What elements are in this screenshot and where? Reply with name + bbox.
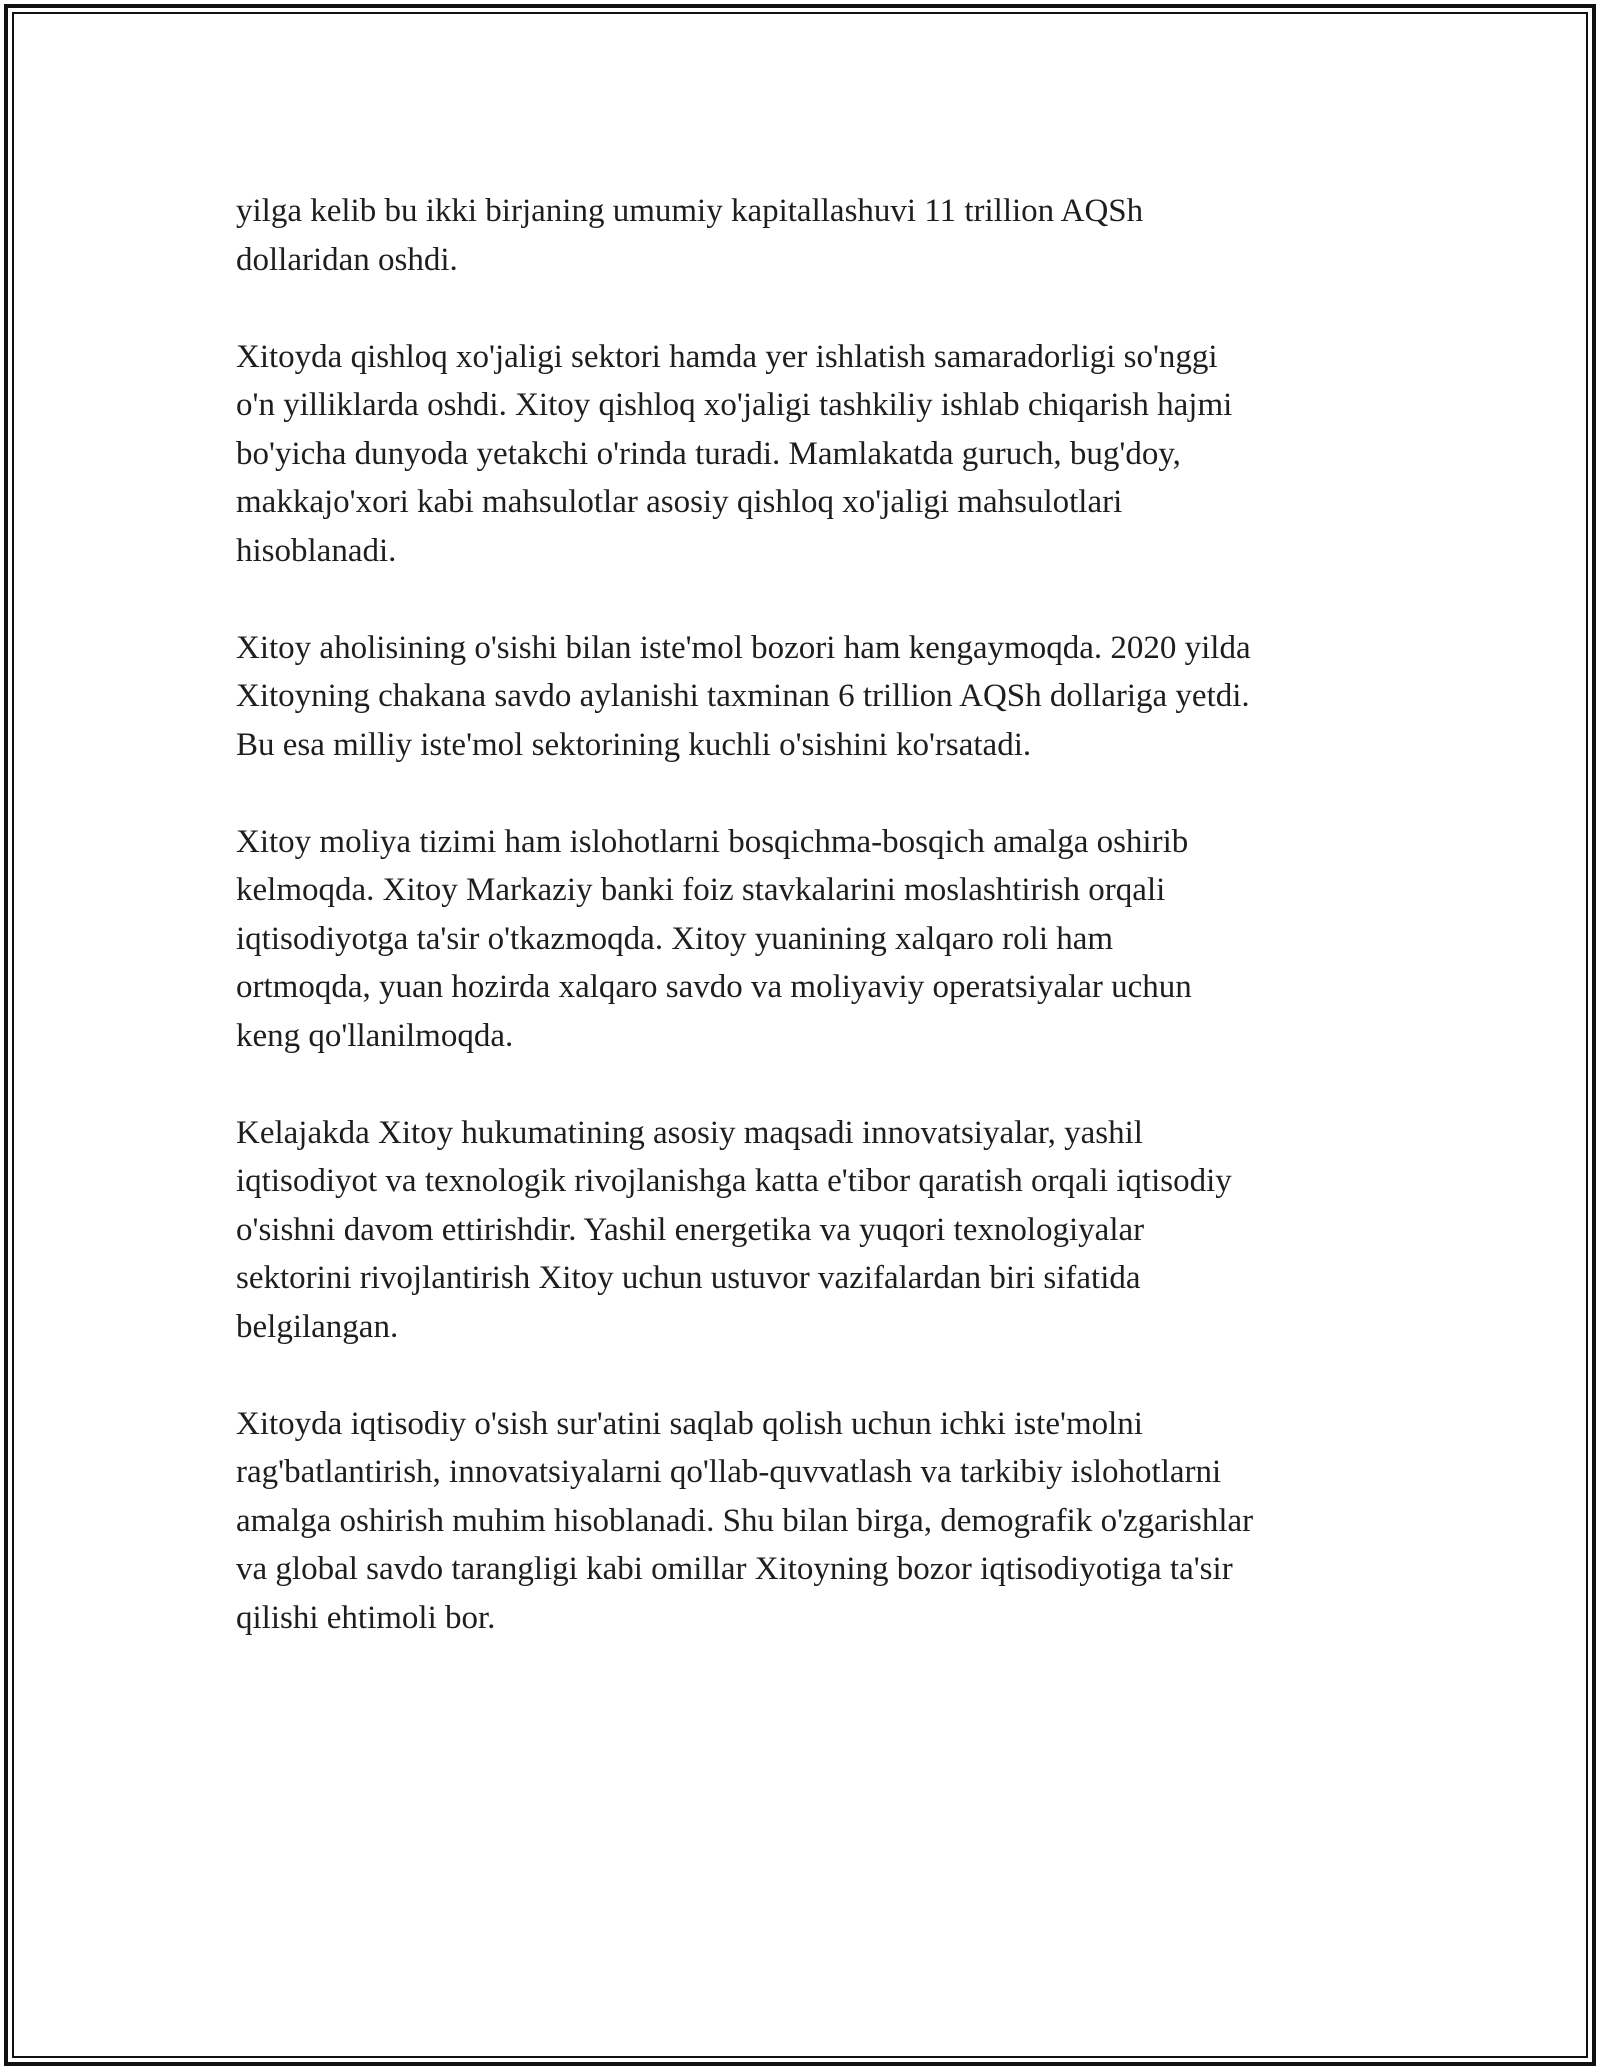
paragraph-3: Xitoy aholisining o'sishi bilan iste'mol bozori ham kengaymoqda. 2020 yilda Xitoyning chakana savdo aylanishi taxminan 6 trillion AQSh dollariga yetdi. Bu esa milliy iste'mol sektorining kuchli o'sishini ko'rsatadi. [236,629,1251,763]
paragraph-5: Kelajakda Xitoy hukumatining asosiy maqsadi innovatsiyalar, yashil iqtisodiyot va texnologik rivojlanishga katta e'tibor qaratish orqali iqtisodiy o'sishni davom ettirishdir. Yashil energetika va yuqori texnologiyalar sektorini rivojlantirish Xitoy uchun ustuvor vazifalardan biri sifatida belgilangan. [236,1114,1232,1345]
paragraph-1: yilga kelib bu ikki birjaning umumiy kapitallashuvi 11 trillion AQSh dollaridan oshdi. [236,193,1144,278]
paragraph-6: Xitoyda iqtisodiy o'sish sur'atini saqlab qolish uchun ichki iste'molni rag'batlantirish, innovatsiyalarni qo'llab-quvvatlash va tarkibiy islohotlarni amalga oshirish muhim hisoblanadi. Shu bilan birga, demografik o'zgarishlar va global savdo tarangligi kabi omillar Xitoyning bozor iqtisodiyotiga ta'sir qilishi ehtimoli bor. [236,1405,1254,1636]
document-body [236,187,1376,1691]
paragraph-2: Xitoyda qishloq xo'jaligi sektori hamda yer ishlatish samaradorligi so'nggi o'n yilliklarda oshdi. Xitoy qishloq xo'jaligi tashkiliy ishlab chiqarish hajmi bo'yicha dunyoda yetakchi o'rinda turadi. Mamlakatda guruch, bug'doy, makkajo'xori kabi mahsulotlar asosiy qishloq xo'jaligi mahsulotlari hisoblanadi. [236,338,1233,569]
paragraph-4: Xitoy moliya tizimi ham islohotlarni bosqichma-bosqich amalga oshirib kelmoqda. Xitoy Markaziy banki foiz stavkalarini moslashtirish orqali iqtisodiyotga ta'sir o'tkazmoqda. Xitoy yuanining xalqaro roli ham ortmoqda, yuan hozirda xalqaro savdo va moliyaviy operatsiyalar uchun keng qo'llanilmoqda. [236,823,1192,1054]
